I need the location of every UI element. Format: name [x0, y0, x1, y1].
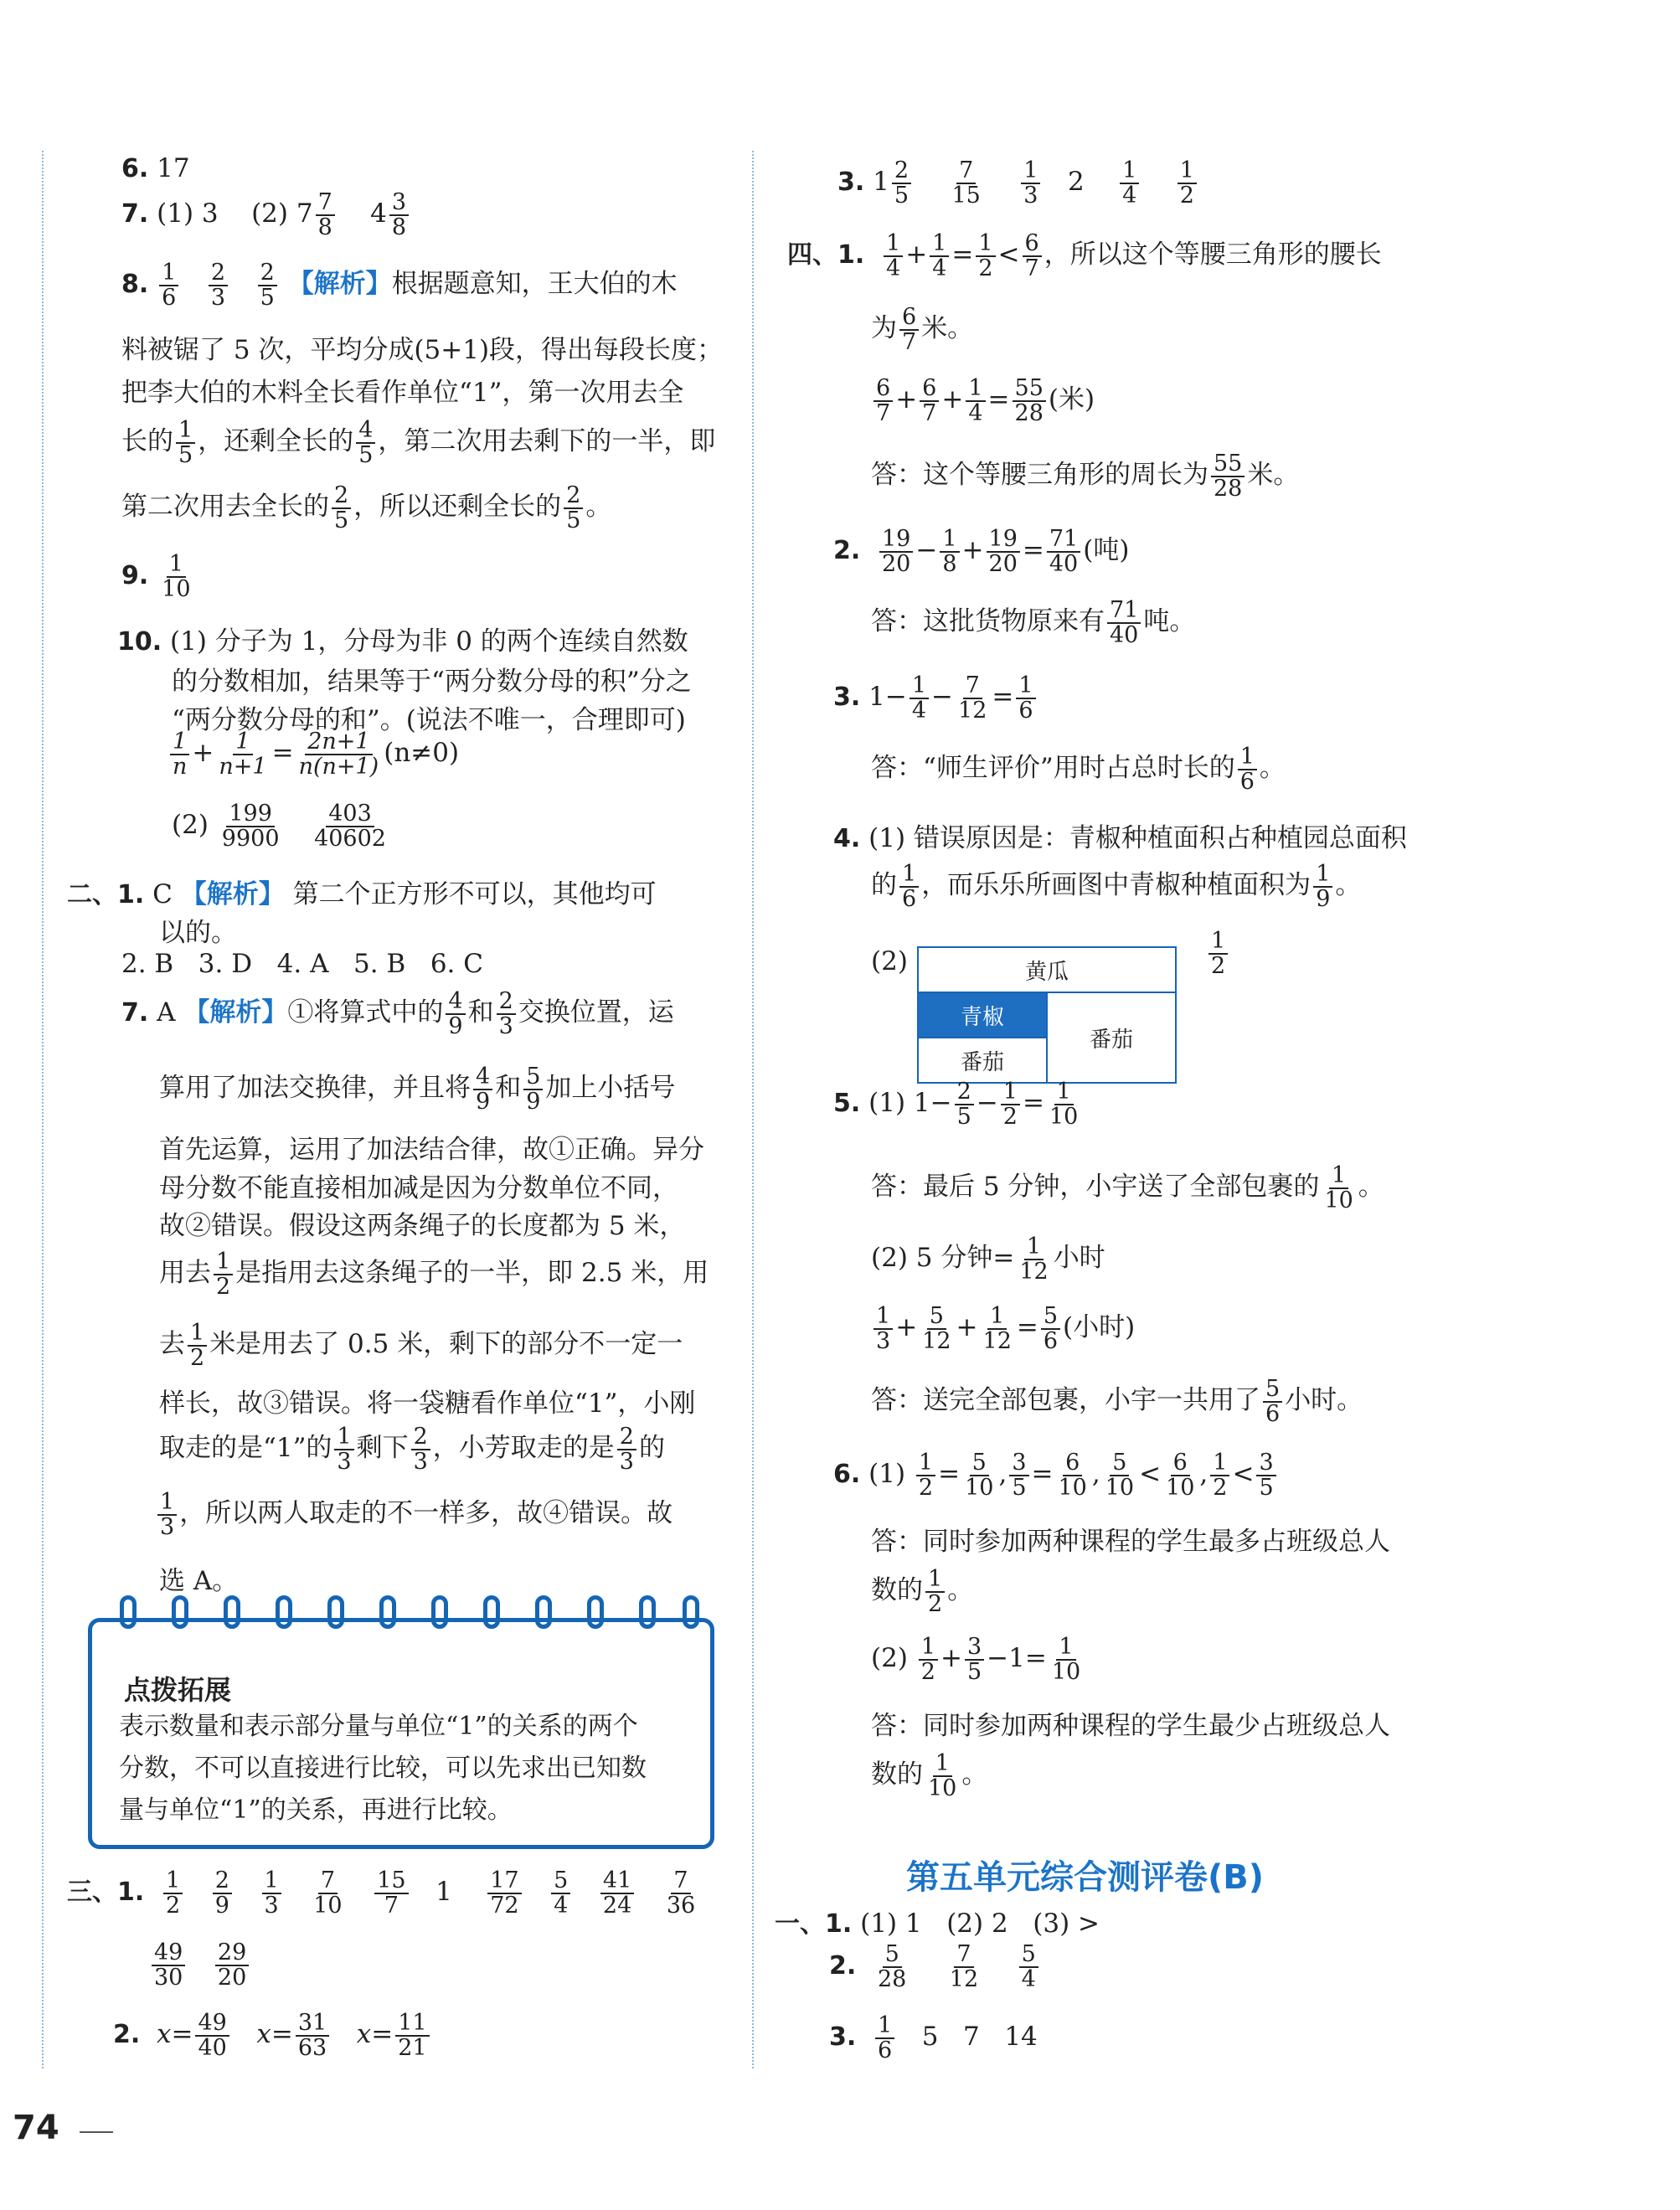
spiral-ring-icon — [120, 1595, 137, 1629]
column-divider — [752, 151, 754, 2068]
tip-note-line3: 量与单位“1”的关系，再进行比较。 — [119, 1795, 513, 1825]
section-4-answer-6-result2: 答：同时参加两种课程的学生最少占班级总人 — [871, 1711, 1390, 1741]
spiral-ring-icon — [172, 1595, 188, 1629]
section-4-answer-6-part2: (2) $\frac{1}{2}$ + $\frac{3}{5}$ −1= $\frac{1}{10}$ — [871, 1634, 1081, 1685]
spiral-ring-icon — [379, 1595, 396, 1629]
section-4-answer-5-result2: 答：送完全部包裹，小宇一共用了 $\frac{5}{6}$ 小时。 — [871, 1376, 1363, 1427]
spiral-ring-icon — [431, 1595, 448, 1629]
spiral-ring-icon — [276, 1595, 292, 1629]
section-4-answer-1-result: 答：这个等腰三角形的周长为 $\frac{55}{28}$ 米。 — [871, 451, 1300, 502]
section-4-answer-5-formula: $\frac{1}{3}$ + $\frac{5}{12}$ + $\frac{1}{12}$ = $\frac{5}{6}$ (小时) — [871, 1305, 1135, 1352]
page-number: 74 — [13, 2109, 59, 2147]
section-2-answer-7-line10: $\frac{1}{3}$ ，所以两人取走的不一样多，故④错误。故 — [155, 1491, 673, 1538]
section-2-answers-2-6: 2. B 3. D 4. A 5. B 6. C — [121, 949, 483, 979]
cucumber-cell: 黄瓜 — [918, 947, 1176, 992]
section-2-answer-1: 二、1. C 【解析】 第二个正方形不可以，其他均可 — [67, 879, 657, 909]
answer-7: 7. (1) 3 (2) 7 $\frac{7}{8}$ 4 $\frac{3}{8}$ — [121, 191, 411, 239]
tip-note-title: 点拨拓展 — [124, 1674, 232, 1706]
section-4-answer-5-part2: (2) 5 分钟= $\frac{1}{12}$ 小时 — [871, 1234, 1105, 1285]
section-2-answer-7-line7: 去 $\frac{1}{2}$ 米是用去了 0.5 米，剩下的部分不一定一 — [159, 1320, 683, 1371]
spiral-ring-icon — [587, 1595, 604, 1629]
answer-8-line2: 料被锯了 5 次，平均分成(5+1)段，得出每段长度； — [121, 335, 724, 365]
answer-6: 6. 17 — [121, 153, 190, 183]
diagram-fraction-label: $\frac{1}{2}$ — [1206, 930, 1230, 977]
right-answer-3: 3. 1 $\frac{2}{5}$ $\frac{7}{15}$ $\frac{1}{3}$ 2 $\frac{1}{4}$ $\frac{1}{2}$ — [837, 159, 1199, 207]
left-margin-divider — [42, 151, 44, 2068]
section-2-answer-7-line4: 母分数不能直接相加减是因为分数单位不同， — [159, 1173, 678, 1203]
section-2-answer-7-line3: 首先运算，运用了加法结合律，故①正确。异分 — [159, 1135, 704, 1165]
tip-note-line1: 表示数量和表示部分量与单位“1”的关系的两个 — [119, 1712, 638, 1741]
section-4-answer-6-result1-cont: 数的 $\frac{1}{2}$ 。 — [871, 1566, 974, 1617]
section-4-answer-5-result1: 答：最后 5 分钟，小宇送了全部包裹的 $\frac{1}{10}$ 。 — [871, 1162, 1384, 1213]
section-4-answer-4-part2-label: (2) — [871, 946, 908, 976]
section-3-answer-2: 2. x= $\frac{49}{40}$ x= $\frac{31}{63}$ x= $\frac{11}{21}$ — [113, 2012, 432, 2059]
answer-8-line4: 长的 $\frac{1}{5}$ ，还剩全长的 $\frac{4}{5}$ ，第二次用去剩下的一半，即 — [121, 417, 716, 468]
section-4-answer-1-formula: $\frac{6}{7}$ + $\frac{6}{7}$ + $\frac{1}{4}$ = $\frac{55}{28}$ (米) — [871, 377, 1095, 425]
section-4-answer-4: 4. (1) 错误原因是：青椒种植面积占种植园总面积 — [833, 823, 1407, 853]
section-4-answer-1-line2: 为 $\frac{6}{7}$ 米。 — [871, 304, 974, 355]
unit-b-answer-2: 2. $\frac{5}{28}$ $\frac{7}{12}$ $\frac{5}{4}$ — [829, 1943, 1041, 1991]
section-4-answer-6-result2-cont: 数的 $\frac{1}{10}$ 。 — [871, 1750, 988, 1801]
unit-b-answer-1: 一、1. (1) 1 (2) 2 (3) > — [775, 1909, 1100, 1939]
pepper-cell: 青椒 — [918, 992, 1047, 1038]
spiral-ring-icon — [483, 1595, 500, 1629]
section-4-answer-6-result1: 答：同时参加两种课程的学生最多占班级总人 — [871, 1527, 1390, 1557]
section-4-answer-4-line2: 的 $\frac{1}{6}$ ，而乐乐所画图中青椒种植面积为 $\frac{1}{9}$ 。 — [871, 861, 1362, 912]
answer-10-line3: “两分数分母的和”。(说法不唯一，合理即可) — [172, 705, 686, 735]
section-2-answer-7-line11: 选 A。 — [159, 1566, 239, 1596]
section-3-answer-1: 三、1. $\frac{1}{2}$ $\frac{2}{9}$ $\frac{1}{3}$ $\frac{7}{10}$ $\frac{15}{7}$ 1 $\frac{17}{72}$ $\frac{5}{4}$ $\frac{41}{24}$ $\frac{7}{36}$ — [67, 1867, 696, 1919]
answer-8-line3: 把李大伯的木料全长看作单位“1”，第一次用去全 — [121, 378, 684, 408]
spiral-ring-icon — [639, 1595, 656, 1629]
section-4-answer-3-result: 答：“师生评价”用时占总时长的 $\frac{1}{6}$ 。 — [871, 744, 1286, 795]
planting-area-diagram — [917, 946, 1177, 1084]
section-3-answer-1-cont: $\frac{49}{30}$ $\frac{29}{20}$ — [149, 1941, 251, 1989]
section-4-answer-1: 四、1. $\frac{1}{4}$ + $\frac{1}{4}$ = $\frac{1}{2}$ < $\frac{6}{7}$ ，所以这个等腰三角形的腰长 — [787, 230, 1382, 281]
tomato-cell-left: 番茄 — [918, 1038, 1047, 1083]
spiral-ring-icon — [224, 1595, 240, 1629]
answer-8: 8. $\frac{1}{6}$ $\frac{2}{3}$ $\frac{2}{5}$ 【解析】根据题意知，王大伯的木 — [121, 260, 678, 311]
section-4-answer-6: 6. (1) $\frac{1}{2}$ = $\frac{5}{10}$ , $\frac{3}{5}$ = $\frac{6}{10}$ , $\frac{5}{10}$ < $\frac{6}{10}$ , $\frac{1}{2}$ < $\frac{3}{5}$ — [833, 1451, 1279, 1499]
section-2-answer-7-line2: 算用了加法交换律，并且将 $\frac{4}{9}$ 和 $\frac{5}{9}$ 加上小括号 — [159, 1064, 676, 1115]
tip-note-box — [88, 1618, 714, 1849]
section-2-answer-7-line9: 取走的是“1”的 $\frac{1}{3}$ 剩下 $\frac{2}{3}$ ，小芳取走的是 $\frac{2}{3}$ 的 — [159, 1424, 665, 1475]
answer-9: 9. $\frac{1}{10}$ — [121, 551, 191, 602]
tomato-cell-right: 番茄 — [1047, 992, 1176, 1083]
unit-b-answer-3: 3. $\frac{1}{6}$ 5 7 14 — [829, 2012, 1038, 2063]
section-4-answer-2: 2. $\frac{19}{20}$ − $\frac{1}{8}$ + $\frac{19}{20}$ = $\frac{71}{40}$ (吨) — [833, 526, 1130, 577]
unit-test-title: 第五单元综合测评卷(B) — [906, 1858, 1265, 1897]
section-2-answer-7: 7. A 【解析】①将算式中的 $\frac{4}{9}$ 和 $\frac{2}{3}$ 交换位置，运 — [121, 988, 674, 1039]
spiral-ring-icon — [535, 1595, 552, 1629]
section-2-answer-7-line6: 用去 $\frac{1}{2}$ 是指用去这条绳子的一半，即 2.5 米，用 — [159, 1249, 709, 1300]
spiral-ring-icon — [327, 1595, 344, 1629]
tip-note-line2: 分数，不可以直接进行比较，可以先求出已知数 — [119, 1754, 647, 1783]
answer-10-part2: (2) $\frac{199}{9900}$ $\frac{403}{40602}$ — [172, 801, 386, 852]
answer-10-line2: 的分数相加，结果等于“两分数分母的积”分之 — [172, 667, 692, 697]
section-2-answer-7-line8: 样长，故③错误。将一袋糖看作单位“1”，小刚 — [159, 1388, 696, 1419]
spiral-ring-icon — [683, 1595, 699, 1629]
section-2-answer-7-line5: 故②错误。假设这两条绳子的长度都为 5 米， — [159, 1211, 686, 1241]
page-number-rule — [80, 2131, 113, 2133]
section-4-answer-5: 5. (1) 1− $\frac{2}{5}$ − $\frac{1}{2}$ = $\frac{1}{10}$ — [833, 1079, 1079, 1130]
section-4-answer-2-result: 答：这批货物原来有 $\frac{71}{40}$ 吨。 — [871, 597, 1196, 648]
answer-8-line5: 第二次用去全长的 $\frac{2}{5}$ ，所以还剩全长的 $\frac{2}{5}$ 。 — [121, 482, 612, 533]
answer-10: 10. (1) 分子为 1，分母为非 0 的两个连续自然数 — [117, 626, 688, 657]
section-2-answer-1-cont: 以的。 — [159, 918, 237, 948]
answer-10-formula: $\frac{1}{n}$ + $\frac{1}{n+1}$ = $\frac{2n+1}{n(n+1)}$ (n≠0) — [167, 730, 459, 778]
section-4-answer-3: 3. 1− $\frac{1}{4}$ − $\frac{7}{12}$ = $\frac{1}{6}$ — [833, 674, 1038, 722]
